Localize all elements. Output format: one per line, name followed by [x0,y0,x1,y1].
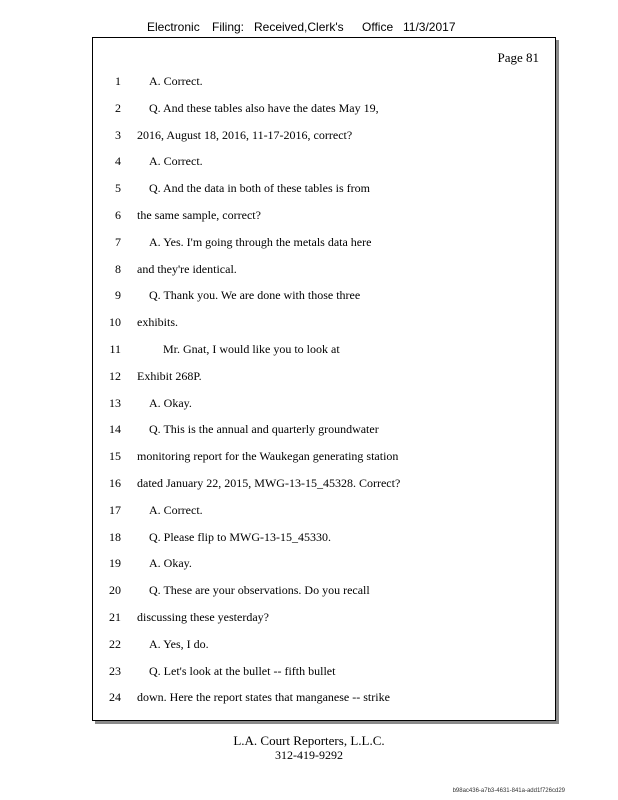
line-text: Mr. Gnat, I would like you to look at [163,342,340,356]
line-text: down. Here the report states that manganese -- strike [137,690,390,705]
line-text: 2016, August 18, 2016, 11-17-2016, correct? [137,127,353,142]
line-number: 2 [115,100,121,115]
transcript-line [93,128,555,146]
line-text: A. Yes, I do. [149,636,209,651]
line-text: dated January 22, 2015, MWG-13-15_45328. Correct? [137,476,401,490]
line-text: A. Okay. [149,395,192,410]
line-text: Q. And the data in both of these tables is from [149,181,370,196]
line-text: and they're identical. [137,261,237,276]
line-number: 9 [115,288,121,303]
transcript-line [93,154,555,172]
transcript-line [93,262,555,280]
header-word-filing: Filing: [212,20,245,34]
line-number: 1 [115,74,121,88]
line-number: 24 [109,690,121,705]
line-text: exhibits. [137,315,178,330]
line-text: A. Correct. [149,502,203,517]
transcript-line [93,288,555,306]
line-text: A. Correct. [149,74,203,88]
transcript-line [93,664,555,682]
transcript-line [93,449,555,467]
line-text: A. Yes. I'm going through the metals data here [149,234,372,249]
line-number: 18 [109,529,121,544]
transcript-line [93,503,555,521]
line-number: 13 [109,395,121,410]
line-number: 5 [115,181,121,196]
line-number: 17 [109,502,121,517]
transcript-line [93,208,555,226]
transcript-line [93,342,555,360]
reporter-company: L.A. Court Reporters, L.L.C. [233,733,385,748]
header-date: 11/3/2017 [403,20,456,34]
line-number: 10 [109,315,121,330]
transcript-line [93,315,555,333]
line-text: the same sample, correct? [137,208,261,222]
line-text: Q. Please flip to MWG-13-15_45330. [149,529,331,544]
transcript-line [93,101,555,119]
line-text: A. Correct. [149,154,203,169]
line-text: Q. Let's look at the bullet -- fifth bullet [149,663,336,678]
document-id: b98ac436-a7b3-4631-841a-add1f726cd29 [452,788,565,794]
line-text: Q. Thank you. We are done with those three [149,288,361,303]
line-number: 11 [109,342,121,356]
transcript-line [93,74,555,92]
header-word-office: Office [362,20,394,34]
line-number: 15 [109,449,121,464]
page-number: Page 81 [497,50,539,65]
line-number: 4 [115,154,121,169]
line-number: 7 [115,234,121,249]
line-number: 12 [109,368,121,383]
transcript-line [93,530,555,548]
line-text: Exhibit 268P. [137,368,202,383]
transcript-line [93,690,555,708]
reporter-phone: 312-419-9292 [275,748,343,762]
line-number: 21 [109,610,121,624]
line-number: 8 [115,261,121,276]
transcript-line [93,396,555,414]
line-text: monitoring report for the Waukegan generating station [137,449,399,464]
transcript-line [93,610,555,628]
line-number: 16 [109,476,121,490]
transcript-line [93,637,555,655]
transcript-page [92,37,556,721]
transcript-line [93,556,555,574]
transcript-line [93,369,555,387]
line-number: 20 [109,583,121,598]
line-text: Q. This is the annual and quarterly groundwater [149,422,379,437]
transcript-line [93,583,555,601]
line-number: 23 [109,663,121,678]
transcript-line [93,422,555,440]
transcript-line [93,476,555,494]
header-word-electronic: Electronic [147,20,200,34]
filing-stamp-header [0,20,618,38]
transcript-line [93,235,555,253]
line-number: 3 [115,127,121,142]
line-number: 6 [115,208,121,222]
header-word-received: Received,Clerk's [254,20,344,34]
line-number: 19 [109,556,121,571]
line-text: A. Okay. [149,556,192,571]
transcript-line [93,181,555,199]
line-number: 22 [109,636,121,651]
line-text: Q. And these tables also have the dates May 19, [149,100,379,115]
line-number: 14 [109,422,121,437]
line-text: discussing these yesterday? [137,610,269,624]
line-text: Q. These are your observations. Do you recall [149,583,370,598]
